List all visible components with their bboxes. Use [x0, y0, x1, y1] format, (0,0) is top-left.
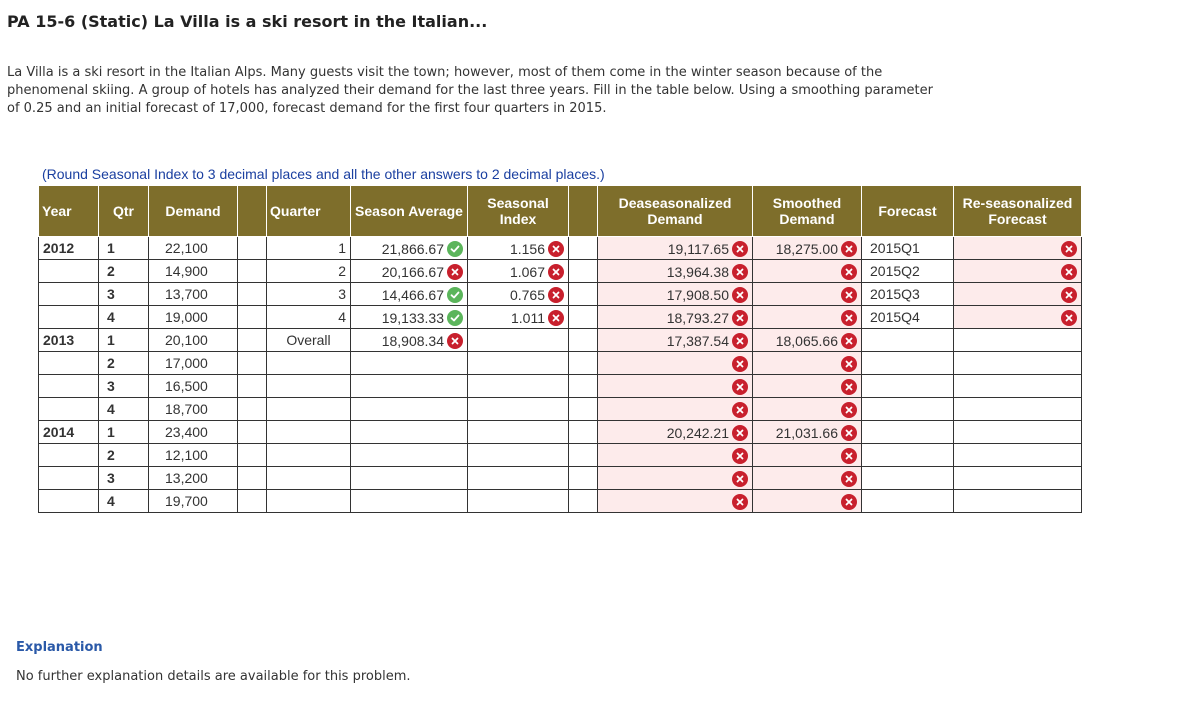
forecast-table	[38, 185, 1082, 513]
spacer-cell	[569, 260, 598, 283]
quarter-cell: 1	[267, 237, 351, 260]
forecast-period-cell	[862, 444, 954, 467]
seasonal-index-cell	[468, 444, 569, 467]
seasonal-index-cell	[468, 375, 569, 398]
x-icon	[447, 333, 463, 349]
x-icon	[1061, 310, 1077, 326]
x-icon	[732, 241, 748, 257]
x-icon	[548, 241, 564, 257]
seasonal-index-value: 1.067	[509, 263, 545, 280]
spacer-cell	[569, 306, 598, 329]
year-cell	[39, 444, 99, 467]
forecast-period-cell	[862, 375, 954, 398]
season-average-value: 19,133.33	[381, 309, 444, 326]
x-icon	[1061, 287, 1077, 303]
season-average-cell	[351, 398, 468, 421]
quarter-cell: 2	[267, 260, 351, 283]
qtr-cell: 4	[99, 306, 149, 329]
x-icon	[732, 310, 748, 326]
season-average-value: 14,466.67	[381, 286, 444, 303]
forecast-period-cell: 2015Q4	[862, 306, 954, 329]
x-icon	[1061, 241, 1077, 257]
smoothed-demand-value: 18,275.00	[775, 240, 838, 257]
season-average-value-wrap	[355, 333, 463, 349]
problem-statement: La Villa is a ski resort in the Italian Alps. Many guests visit the town; however, most of them come in the winter season because of the phenomenal skiing. A group of hotels has analyzed their demand for the last three years. Fill in the table below. Using a smoothing parameter of 0.25 and an initial forecast of 17,000, forecast demand for the first four quarters in 2015.	[7, 65, 933, 116]
quarter-cell	[267, 352, 351, 375]
spacer-cell	[569, 490, 598, 513]
x-icon	[841, 356, 857, 372]
demand-cell: 23,400	[149, 421, 238, 444]
x-icon	[732, 333, 748, 349]
demand-cell: 17,000	[149, 352, 238, 375]
demand-cell: 16,500	[149, 375, 238, 398]
seasonal-index-value-wrap	[472, 310, 564, 326]
spacer-cell	[569, 237, 598, 260]
spacer-cell	[569, 398, 598, 421]
spacer-cell	[238, 237, 267, 260]
qtr-cell: 2	[99, 444, 149, 467]
deseasonalized-demand-value: 13,964.38	[666, 263, 729, 280]
smoothed-demand-input[interactable]	[753, 260, 862, 283]
x-icon	[732, 448, 748, 464]
spacer-cell	[238, 467, 267, 490]
season-average-cell[interactable]	[351, 283, 468, 306]
deseasonalized-demand-input[interactable]	[598, 283, 753, 306]
smoothed-demand-input[interactable]	[753, 490, 862, 513]
check-icon	[447, 241, 463, 257]
reseasonalized-forecast-input	[954, 329, 1082, 352]
deseasonalized-demand-input[interactable]	[598, 306, 753, 329]
season-average-cell	[351, 444, 468, 467]
season-average-cell[interactable]	[351, 306, 468, 329]
smoothed-demand-input[interactable]	[753, 444, 862, 467]
x-icon	[841, 425, 857, 441]
x-icon	[732, 402, 748, 418]
spacer-cell	[569, 444, 598, 467]
smoothed-demand-value-wrap	[757, 264, 857, 280]
season-average-value-wrap	[355, 287, 463, 303]
smoothed-demand-value-wrap	[757, 333, 857, 349]
table-row	[39, 306, 1082, 329]
x-icon	[841, 264, 857, 280]
smoothed-demand-input[interactable]	[753, 283, 862, 306]
smoothed-demand-value-wrap	[757, 425, 857, 441]
spacer-cell	[238, 444, 267, 467]
smoothed-demand-value-wrap	[757, 310, 857, 326]
smoothed-demand-input[interactable]	[753, 421, 862, 444]
x-icon	[732, 471, 748, 487]
season-average-value-wrap	[355, 264, 463, 280]
forecast-period-cell: 2015Q1	[862, 237, 954, 260]
forecast-period-cell	[862, 398, 954, 421]
forecast-period-cell	[862, 421, 954, 444]
deseasonalized-demand-value-wrap	[602, 287, 748, 303]
demand-cell: 19,700	[149, 490, 238, 513]
qtr-cell: 4	[99, 490, 149, 513]
qtr-cell: 3	[99, 467, 149, 490]
spacer-cell	[238, 329, 267, 352]
x-icon	[1061, 264, 1077, 280]
x-icon	[841, 448, 857, 464]
deseasonalized-demand-value-wrap	[602, 333, 748, 349]
table-row	[39, 352, 1082, 375]
quarter-cell: 4	[267, 306, 351, 329]
col-header-smoothed-demand: Smoothed Demand	[753, 186, 862, 237]
spacer-cell	[569, 283, 598, 306]
deseasonalized-demand-value-wrap	[602, 471, 748, 487]
season-average-value-wrap	[355, 241, 463, 257]
col-header-season-average: Season Average	[351, 186, 468, 237]
reseasonalized-forecast-input[interactable]	[954, 260, 1082, 283]
forecast-period-cell	[862, 467, 954, 490]
deseasonalized-demand-value: 17,908.50	[666, 286, 729, 303]
qtr-cell: 2	[99, 352, 149, 375]
x-icon	[732, 264, 748, 280]
smoothed-demand-value-wrap	[757, 448, 857, 464]
seasonal-index-value-wrap	[472, 241, 564, 257]
table-row	[39, 490, 1082, 513]
spacer-cell	[238, 490, 267, 513]
deseasonalized-demand-input[interactable]	[598, 398, 753, 421]
x-icon	[732, 494, 748, 510]
smoothed-demand-value-wrap	[757, 241, 857, 257]
season-average-cell	[351, 421, 468, 444]
seasonal-index-value-wrap	[472, 264, 564, 280]
deseasonalized-demand-value: 20,242.21	[666, 424, 729, 441]
spacer-cell	[569, 352, 598, 375]
qtr-cell: 1	[99, 237, 149, 260]
deseasonalized-demand-value-wrap	[602, 264, 748, 280]
explanation-text: No further explanation details are available for this problem.	[16, 669, 411, 684]
quarter-cell	[267, 490, 351, 513]
quarter-cell	[267, 444, 351, 467]
year-cell	[39, 283, 99, 306]
quarter-cell	[267, 467, 351, 490]
forecast-period-cell	[862, 329, 954, 352]
explanation-title: Explanation	[16, 640, 103, 655]
col-header-deseasonalized-demand: Deaseasonalized Demand	[598, 186, 753, 237]
season-average-value: 20,166.67	[381, 263, 444, 280]
table-row	[39, 283, 1082, 306]
quarter-cell: 3	[267, 283, 351, 306]
quarter-cell	[267, 421, 351, 444]
reseasonalized-forecast-value-wrap	[958, 264, 1077, 280]
table-header-row	[39, 186, 1082, 237]
spacer-cell	[238, 283, 267, 306]
x-icon	[841, 402, 857, 418]
deseasonalized-demand-value-wrap	[602, 310, 748, 326]
qtr-cell: 3	[99, 283, 149, 306]
deseasonalized-demand-input[interactable]	[598, 260, 753, 283]
reseasonalized-forecast-value-wrap	[958, 287, 1077, 303]
smoothed-demand-input[interactable]	[753, 329, 862, 352]
season-average-value: 18,908.34	[381, 332, 444, 349]
quarter-cell	[267, 375, 351, 398]
smoothed-demand-input[interactable]	[753, 237, 862, 260]
quarter-cell	[267, 398, 351, 421]
spacer-cell	[238, 421, 267, 444]
spacer-cell	[569, 375, 598, 398]
seasonal-index-cell[interactable]	[468, 260, 569, 283]
smoothed-demand-value-wrap	[757, 287, 857, 303]
smoothed-demand-value-wrap	[757, 379, 857, 395]
forecast-period-cell	[862, 490, 954, 513]
season-average-cell	[351, 467, 468, 490]
season-average-value: 21,866.67	[381, 240, 444, 257]
deseasonalized-demand-input[interactable]	[598, 375, 753, 398]
check-icon	[447, 287, 463, 303]
x-icon	[732, 425, 748, 441]
deseasonalized-demand-value: 19,117.65	[667, 240, 729, 257]
deseasonalized-demand-value: 17,387.54	[666, 332, 729, 349]
demand-cell: 19,000	[149, 306, 238, 329]
smoothed-demand-value-wrap	[757, 356, 857, 372]
col-header-reseasonalized-forecast: Re-seasonalized Forecast	[954, 186, 1082, 237]
deseasonalized-demand-value-wrap	[602, 241, 748, 257]
forecast-period-cell: 2015Q2	[862, 260, 954, 283]
demand-cell: 18,700	[149, 398, 238, 421]
deseasonalized-demand-input[interactable]	[598, 444, 753, 467]
smoothed-demand-value-wrap	[757, 494, 857, 510]
seasonal-index-cell	[468, 421, 569, 444]
deseasonalized-demand-input[interactable]	[598, 237, 753, 260]
x-icon	[841, 471, 857, 487]
col-header-qtr: Qtr	[99, 186, 149, 237]
seasonal-index-cell	[468, 398, 569, 421]
check-icon	[447, 310, 463, 326]
deseasonalized-demand-value-wrap	[602, 448, 748, 464]
qtr-cell: 3	[99, 375, 149, 398]
smoothed-demand-input[interactable]	[753, 375, 862, 398]
deseasonalized-demand-value-wrap	[602, 356, 748, 372]
reseasonalized-forecast-input	[954, 421, 1082, 444]
year-cell	[39, 375, 99, 398]
demand-cell: 12,100	[149, 444, 238, 467]
x-icon	[732, 356, 748, 372]
seasonal-index-cell	[468, 467, 569, 490]
demand-cell: 20,100	[149, 329, 238, 352]
x-icon	[447, 264, 463, 280]
col-header-year: Year	[39, 186, 99, 237]
year-cell	[39, 490, 99, 513]
spacer-cell	[238, 352, 267, 375]
spacer-cell	[238, 260, 267, 283]
qtr-cell: 4	[99, 398, 149, 421]
col-header-demand: Demand	[149, 186, 238, 237]
smoothed-demand-input[interactable]	[753, 467, 862, 490]
seasonal-index-cell[interactable]	[468, 237, 569, 260]
demand-cell: 14,900	[149, 260, 238, 283]
reseasonalized-forecast-input	[954, 375, 1082, 398]
seasonal-index-cell	[468, 329, 569, 352]
deseasonalized-demand-input[interactable]	[598, 467, 753, 490]
smoothed-demand-value-wrap	[757, 402, 857, 418]
season-average-cell	[351, 490, 468, 513]
x-icon	[548, 310, 564, 326]
x-icon	[548, 287, 564, 303]
x-icon	[548, 264, 564, 280]
smoothed-demand-input[interactable]	[753, 398, 862, 421]
reseasonalized-forecast-input[interactable]	[954, 283, 1082, 306]
seasonal-index-cell[interactable]	[468, 306, 569, 329]
seasonal-index-value: 1.011	[511, 309, 545, 326]
rounding-instruction: (Round Seasonal Index to 3 decimal places and all the other answers to 2 decimal places.)	[42, 166, 605, 182]
spacer-cell	[238, 375, 267, 398]
deseasonalized-demand-value-wrap	[602, 379, 748, 395]
table-row	[39, 467, 1082, 490]
spacer-cell	[569, 467, 598, 490]
col-header-seasonal-index: Seasonal Index	[468, 186, 569, 237]
season-average-cell	[351, 375, 468, 398]
reseasonalized-forecast-input	[954, 352, 1082, 375]
x-icon	[732, 379, 748, 395]
seasonal-index-value: 0.765	[509, 286, 545, 303]
forecast-period-cell: 2015Q3	[862, 283, 954, 306]
x-icon	[841, 494, 857, 510]
smoothed-demand-value: 18,065.66	[775, 332, 838, 349]
reseasonalized-forecast-value-wrap	[958, 310, 1077, 326]
table-row	[39, 260, 1082, 283]
col-header-spacer-1	[238, 186, 267, 237]
seasonal-index-cell[interactable]	[468, 283, 569, 306]
deseasonalized-demand-value-wrap	[602, 425, 748, 441]
deseasonalized-demand-input[interactable]	[598, 490, 753, 513]
year-cell	[39, 398, 99, 421]
qtr-cell: 1	[99, 329, 149, 352]
year-cell: 2014	[39, 421, 99, 444]
x-icon	[841, 310, 857, 326]
seasonal-index-value-wrap	[472, 287, 564, 303]
spacer-cell	[238, 306, 267, 329]
deseasonalized-demand-value-wrap	[602, 494, 748, 510]
year-cell	[39, 467, 99, 490]
reseasonalized-forecast-input	[954, 444, 1082, 467]
x-icon	[841, 333, 857, 349]
table-row	[39, 237, 1082, 260]
table-row	[39, 329, 1082, 352]
deseasonalized-demand-input[interactable]	[598, 352, 753, 375]
demand-cell: 13,700	[149, 283, 238, 306]
deseasonalized-demand-input[interactable]	[598, 329, 753, 352]
smoothed-demand-value-wrap	[757, 471, 857, 487]
deseasonalized-demand-value: 18,793.27	[666, 309, 729, 326]
reseasonalized-forecast-input[interactable]	[954, 237, 1082, 260]
table-row	[39, 398, 1082, 421]
season-average-cell[interactable]	[351, 329, 468, 352]
year-cell	[39, 352, 99, 375]
quarter-cell: Overall	[267, 329, 351, 352]
seasonal-index-cell	[468, 352, 569, 375]
year-cell	[39, 260, 99, 283]
season-average-cell	[351, 352, 468, 375]
x-icon	[732, 287, 748, 303]
reseasonalized-forecast-input	[954, 398, 1082, 421]
qtr-cell: 1	[99, 421, 149, 444]
deseasonalized-demand-value-wrap	[602, 402, 748, 418]
season-average-cell[interactable]	[351, 260, 468, 283]
x-icon	[841, 379, 857, 395]
table-row	[39, 444, 1082, 467]
seasonal-index-cell	[468, 490, 569, 513]
qtr-cell: 2	[99, 260, 149, 283]
problem-title: PA 15-6 (Static) La Villa is a ski resort in the Italian...	[7, 12, 488, 31]
reseasonalized-forecast-input	[954, 467, 1082, 490]
spacer-cell	[569, 329, 598, 352]
year-cell: 2012	[39, 237, 99, 260]
smoothed-demand-value: 21,031.66	[775, 424, 838, 441]
year-cell: 2013	[39, 329, 99, 352]
table-row	[39, 375, 1082, 398]
season-average-cell[interactable]	[351, 237, 468, 260]
spacer-cell	[569, 421, 598, 444]
demand-cell: 13,200	[149, 467, 238, 490]
seasonal-index-value: 1.156	[509, 240, 545, 257]
deseasonalized-demand-input[interactable]	[598, 421, 753, 444]
col-header-forecast: Forecast	[862, 186, 954, 237]
smoothed-demand-input[interactable]	[753, 352, 862, 375]
season-average-value-wrap	[355, 310, 463, 326]
col-header-quarter: Quarter	[267, 186, 351, 237]
reseasonalized-forecast-input[interactable]	[954, 306, 1082, 329]
x-icon	[841, 287, 857, 303]
table-row	[39, 421, 1082, 444]
reseasonalized-forecast-value-wrap	[958, 241, 1077, 257]
spacer-cell	[238, 398, 267, 421]
demand-cell: 22,100	[149, 237, 238, 260]
reseasonalized-forecast-input	[954, 490, 1082, 513]
forecast-period-cell	[862, 352, 954, 375]
col-header-spacer-2	[569, 186, 598, 237]
year-cell	[39, 306, 99, 329]
smoothed-demand-input[interactable]	[753, 306, 862, 329]
x-icon	[841, 241, 857, 257]
